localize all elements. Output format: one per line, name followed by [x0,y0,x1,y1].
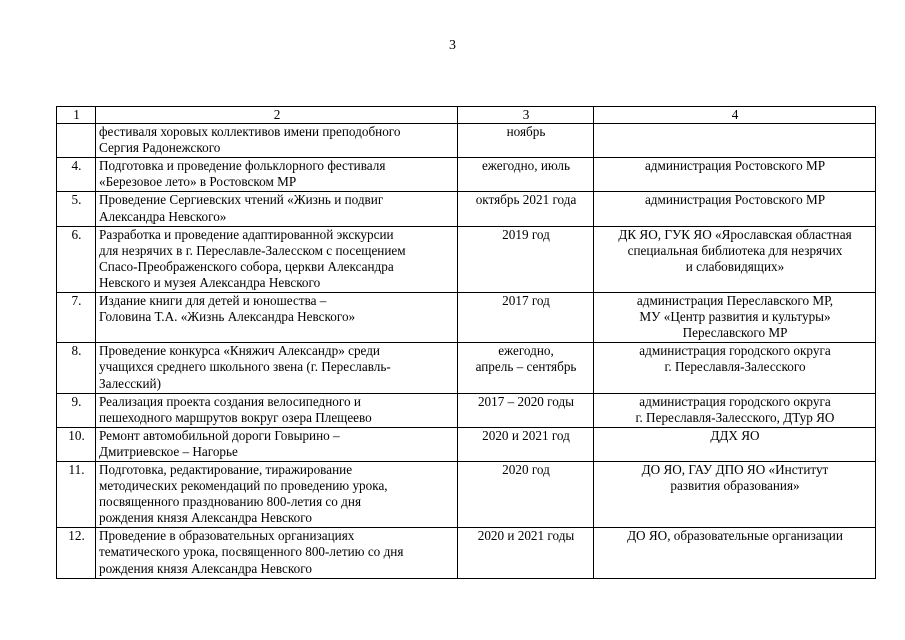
row-number-cell-text: 9. [71,393,82,409]
table-row [57,293,876,343]
row-number-cell [57,461,96,527]
event-description-cell-text: Разработка и проведение адаптированной экскурсии для незрячих в г. Переславле-Залесском с посещением Спасо-Преображенского собора, церкви Александра Невского и музея Александра Невского [99,226,406,290]
row-number-cell-text: 4. [71,158,82,174]
event-description-cell [96,427,458,461]
events-table [56,106,876,579]
event-date-cell-text: 2019 год [502,226,550,242]
column-header-number: 1 [57,107,96,124]
table-row [57,427,876,461]
row-number-cell-text: 11. [68,461,85,477]
table-row [57,226,876,292]
column-header-event: 2 [96,107,458,124]
events-table-body [57,107,876,579]
responsible-party-cell-text: ДДХ ЯО [710,427,760,443]
responsible-party-cell-text: администрация Ростовского МР [644,158,826,174]
table-row [57,124,876,158]
responsible-party-cell-text: администрация городского округа г. Переславля-Залесского [639,343,831,375]
event-date-cell [458,192,594,226]
responsible-party-cell [594,124,876,158]
table-row [57,528,876,578]
responsible-party-cell-text: администрация Переславского МР, МУ «Центр развития и культуры» Переславского МР [636,293,834,341]
event-date-cell-text: ежегодно, июль [481,158,571,174]
event-description-cell-text: Издание книги для детей и юношества – Головина Т.А. «Жизнь Александра Невского» [99,293,356,325]
event-description-cell-text: Проведение конкурса «Княжич Александр» среди учащихся среднего школьного звена (г. Переславль- Залесский) [99,343,391,391]
event-description-cell-text: Реализация проекта создания велосипедного и пешеходного маршрутов вокруг озера Плещеево [99,393,372,425]
event-date-cell [458,528,594,578]
event-description-cell-text: фестиваля хоровых коллективов имени преподобного Сергия Радонежского [99,124,401,156]
event-description-cell [96,528,458,578]
event-date-cell-text: ноябрь [506,124,546,140]
table-row [57,461,876,527]
event-date-cell [458,124,594,158]
responsible-party-cell-text: администрация Ростовского МР [644,192,826,208]
event-date-cell-text: 2020 и 2021 годы [477,528,575,544]
event-date-cell [458,427,594,461]
row-number-cell [57,427,96,461]
table-row [57,158,876,192]
event-description-cell-text: Подготовка, редактирование, тиражирование методических рекомендаций по проведению урока, посвященного празднованию 800-летия со дня рождения князя Александра Невского [99,461,388,526]
event-description-cell [96,393,458,427]
event-description-cell-text: Проведение в образовательных организациях тематического урока, посвященного 800-летию со дня рождения князя Александра Невского [99,528,404,576]
event-date-cell [458,226,594,292]
event-date-cell [458,343,594,393]
event-date-cell-text: 2020 год [502,461,550,477]
event-description-cell-text: Ремонт автомобильной дороги Говырино – Дмитриевское – Нагорье [99,427,340,459]
event-date-cell [458,293,594,343]
responsible-party-cell-text: ДК ЯО, ГУК ЯО «Ярославская областная специальная библиотека для незрячих и слабовидящих» [618,226,852,274]
row-number-cell-text: 10. [68,427,85,443]
event-description-cell-text: Проведение Сергиевских чтений «Жизнь и подвиг Александра Невского» [99,192,384,224]
event-date-cell [458,158,594,192]
table-header-row [57,107,876,124]
event-description-cell [96,343,458,393]
row-number-cell [57,226,96,292]
event-description-cell [96,192,458,226]
row-number-cell-text: 6. [71,226,82,242]
event-date-cell [458,393,594,427]
responsible-party-cell [594,461,876,527]
responsible-party-cell-text: ДО ЯО, ГАУ ДПО ЯО «Институт развития образования» [641,461,829,494]
row-number-cell [57,343,96,393]
event-description-cell [96,226,458,292]
table-row [57,393,876,427]
responsible-party-cell [594,427,876,461]
event-description-cell [96,124,458,158]
row-number-cell-text: 8. [71,343,82,359]
column-header-responsible: 4 [594,107,876,124]
responsible-party-cell-text: администрация городского округа г. Переславля-Залесского, ДТур ЯО [635,393,835,425]
row-number-cell [57,293,96,343]
row-number-cell [57,124,96,158]
row-number-cell-text: 7. [71,293,82,309]
row-number-cell [57,158,96,192]
table-row [57,192,876,226]
column-header-date: 3 [458,107,594,124]
responsible-party-cell [594,393,876,427]
event-date-cell [458,461,594,527]
row-number-cell [57,393,96,427]
page-number: 3 [449,38,456,53]
table-row [57,343,876,393]
row-number-cell [57,528,96,578]
event-date-cell-text: ежегодно, апрель – сентябрь [475,343,577,375]
responsible-party-cell [594,192,876,226]
event-date-cell-text: октябрь 2021 года [475,192,577,208]
event-description-cell [96,158,458,192]
row-number-cell [57,192,96,226]
responsible-party-cell [594,293,876,343]
responsible-party-cell [594,343,876,393]
event-date-cell-text: 2017 – 2020 годы [477,393,575,409]
event-description-cell-text: Подготовка и проведение фольклорного фестиваля «Березовое лето» в Ростовском МР [99,158,386,190]
event-date-cell-text: 2020 и 2021 год [482,427,570,443]
responsible-party-cell [594,528,876,578]
row-number-cell-text: 12. [68,528,85,544]
event-date-cell-text: 2017 год [502,293,550,309]
row-number-cell-text: 5. [71,192,82,208]
event-description-cell [96,461,458,527]
responsible-party-cell [594,226,876,292]
responsible-party-cell-text: ДО ЯО, образовательные организации [627,528,843,544]
event-description-cell [96,293,458,343]
responsible-party-cell [594,158,876,192]
